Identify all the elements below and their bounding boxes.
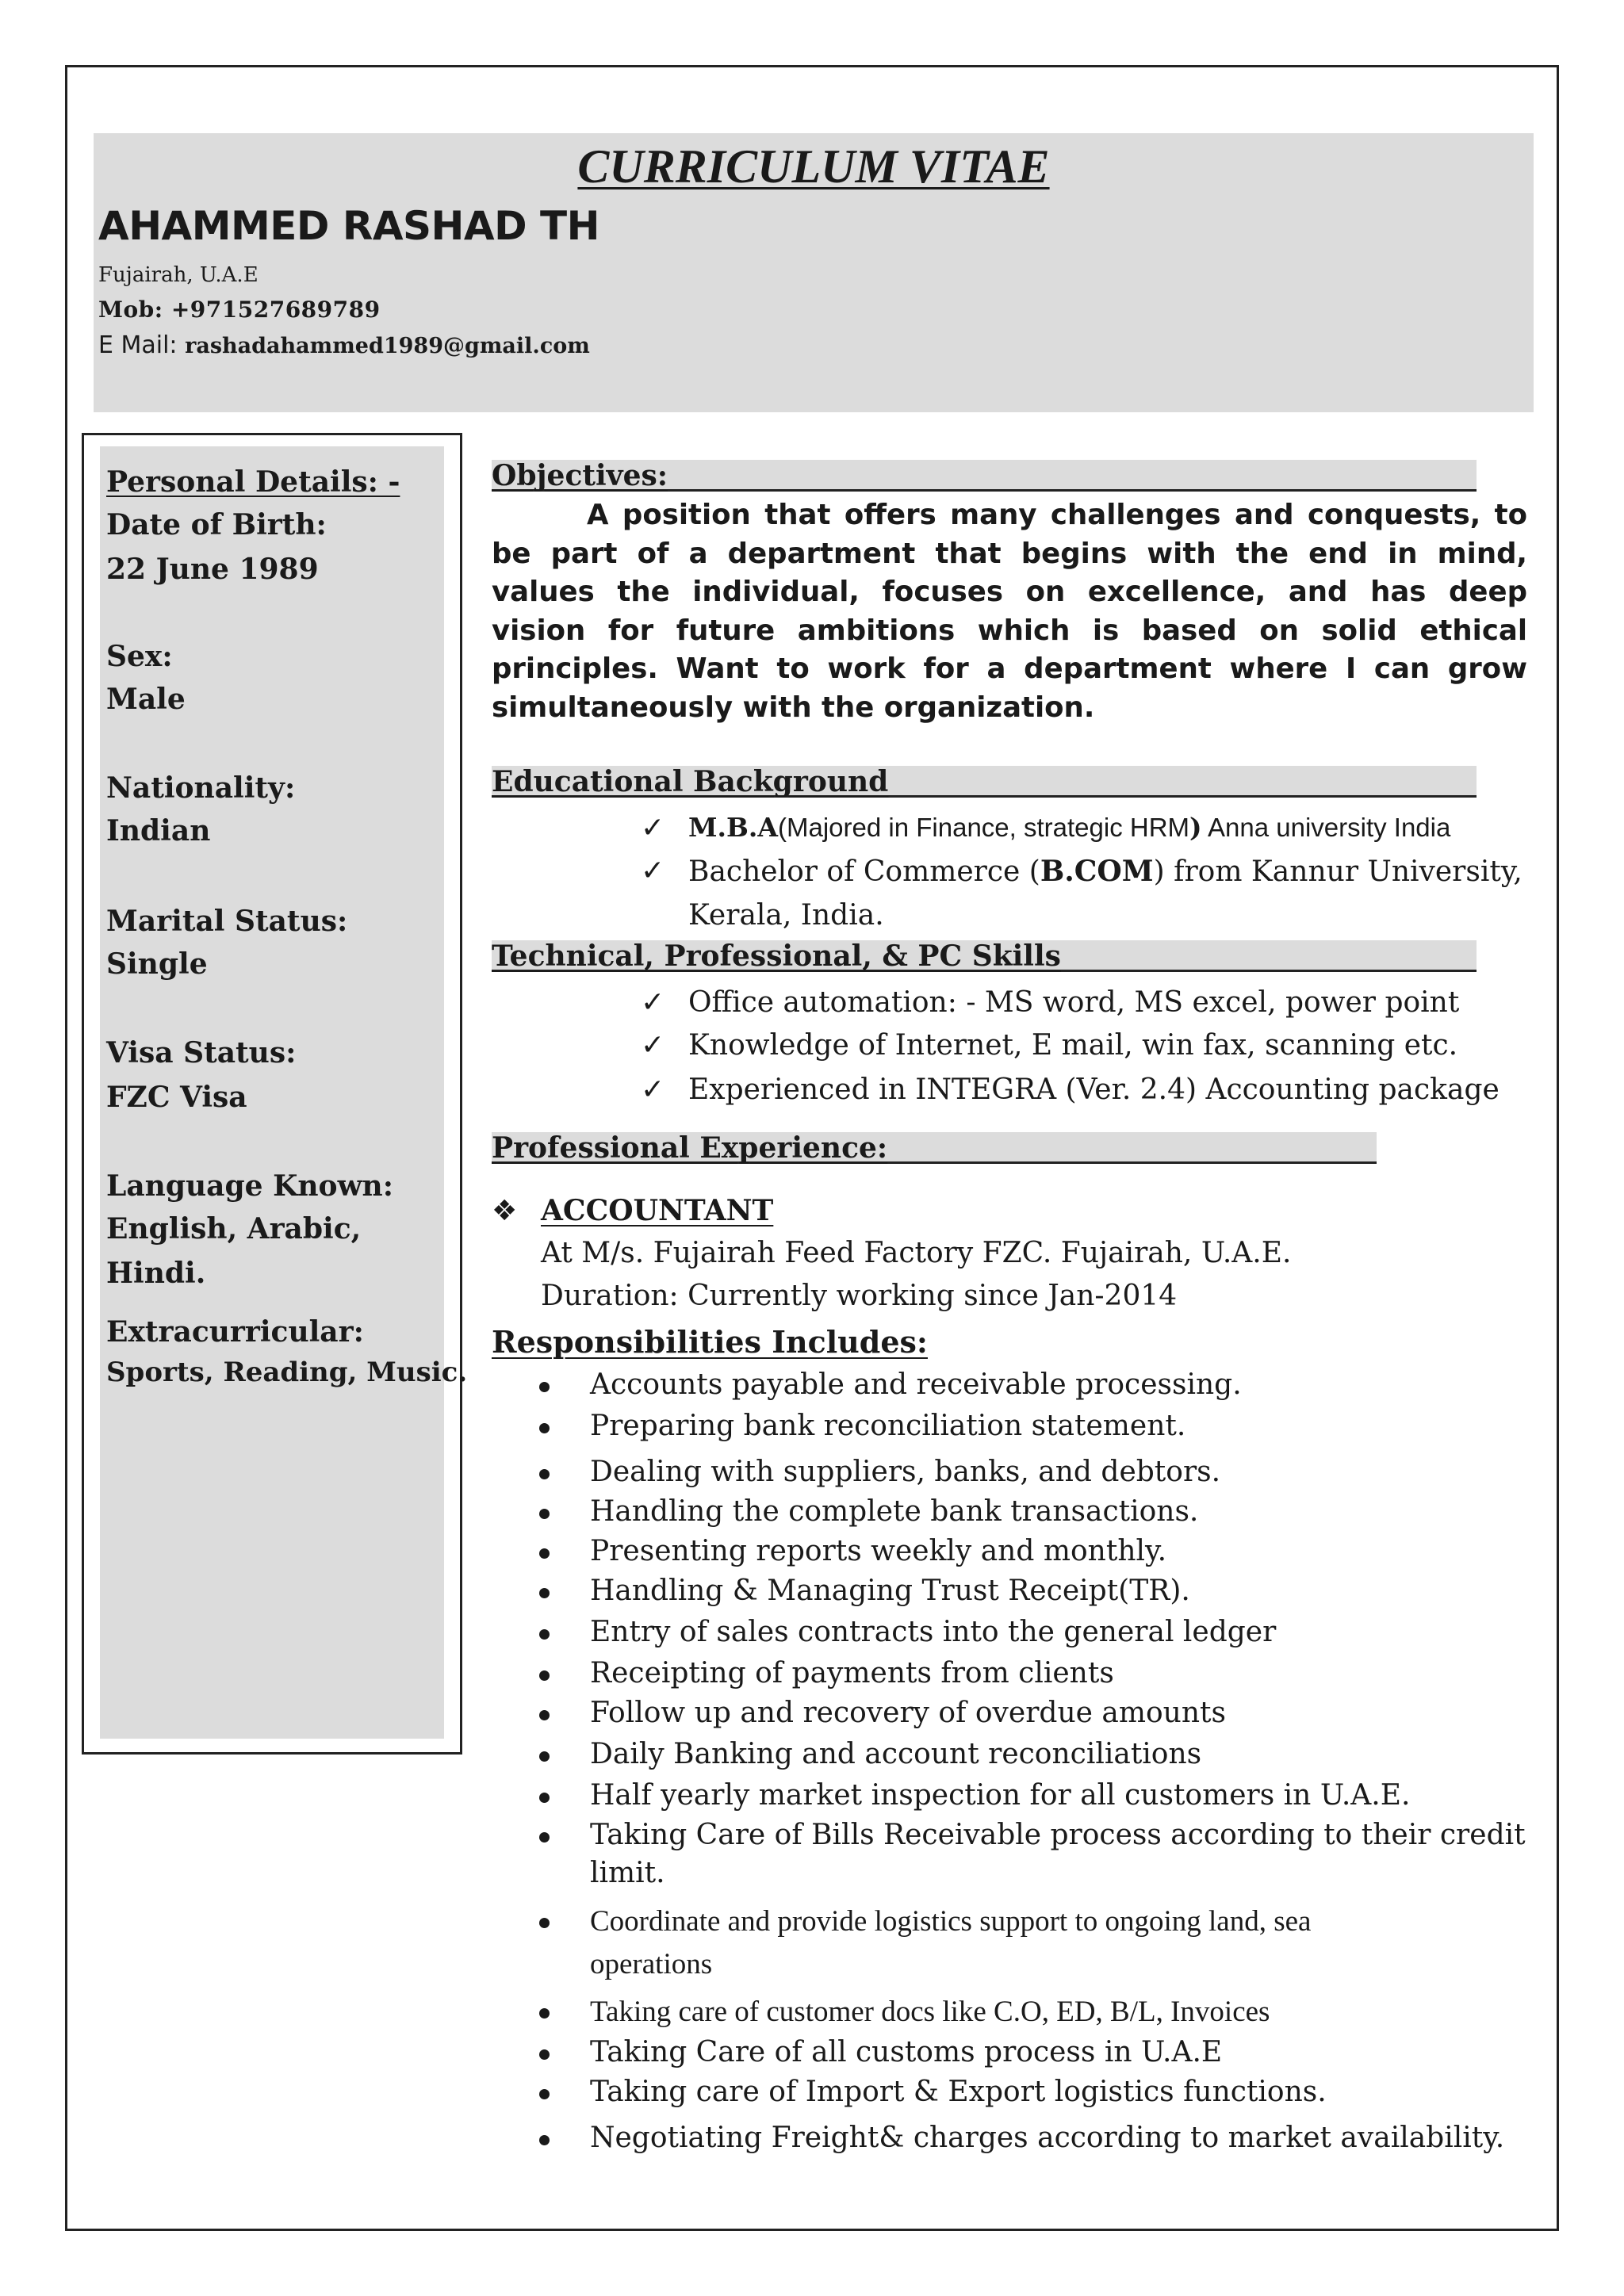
- languages-label: Language Known:: [106, 1169, 394, 1203]
- mba-place: Anna university India: [1201, 813, 1451, 842]
- bullet-icon: [539, 2049, 550, 2060]
- personal-details-box: [82, 433, 468, 1755]
- responsibility-text: Accounts payable and receivable processing.: [590, 1368, 1242, 1401]
- job-entry: [492, 1194, 774, 1227]
- duration-line: Duration: Currently working since Jan-2014: [541, 1280, 1178, 1312]
- bcom-text: [688, 855, 1522, 888]
- responsibility-text: Half yearly market inspection for all customers in U.A.E.: [590, 1779, 1411, 1812]
- bcom-abbr: B.COM: [1040, 855, 1154, 888]
- skill-text: Experienced in INTEGRA (Ver. 2.4) Accounting package: [688, 1073, 1500, 1106]
- candidate-name: AHAMMED RASHAD TH: [98, 203, 599, 249]
- responsibility-text: Preparing bank reconciliation statement.: [590, 1410, 1186, 1442]
- mba-detail: (Majored in Finance, strategic HRM: [778, 813, 1190, 842]
- education-heading: Educational Background: [492, 766, 1477, 798]
- bullet-icon: [539, 2008, 550, 2019]
- responsibility-text: Follow up and recovery of overdue amounts: [590, 1697, 1226, 1729]
- checkmark-icon: ✓: [641, 1073, 665, 1106]
- email-address: rashadahammed1989@gmail.com: [185, 334, 590, 358]
- bullet-icon: [539, 1382, 550, 1392]
- email-label: E Mail:: [98, 331, 178, 359]
- extracurricular-value: Sports, Reading, Music.: [106, 1357, 468, 1388]
- header-band: [94, 133, 1534, 412]
- nationality-label: Nationality:: [106, 771, 296, 805]
- mba-degree: M.B.A: [688, 812, 779, 843]
- responsibility-text: Coordinate and provide logistics support to ongoing land, sea: [590, 1905, 1312, 1938]
- skill-text: Knowledge of Internet, E mail, win fax, scanning etc.: [688, 1029, 1458, 1062]
- bullet-icon: [539, 1588, 550, 1598]
- bullet-icon: [539, 1423, 550, 1433]
- nationality-value: Indian: [106, 814, 211, 848]
- responsibility-text: limit.: [590, 1857, 665, 1889]
- personal-details-panel: [100, 446, 468, 1739]
- dob-label: Date of Birth:: [106, 508, 327, 541]
- visa-status-label: Visa Status:: [106, 1036, 297, 1070]
- bcom-line-1-pre: Bachelor of Commerce (: [688, 855, 1040, 888]
- responsibilities-heading: Responsibilities Includes:: [492, 1324, 928, 1360]
- personal-details-heading: Personal Details: -: [106, 465, 400, 499]
- checkmark-icon: ✓: [641, 812, 665, 844]
- visa-status-value: FZC Visa: [106, 1081, 247, 1114]
- mobile-number: Mob: +971527689789: [98, 297, 381, 323]
- responsibility-text: Taking care of Import & Export logistics functions.: [590, 2076, 1327, 2108]
- responsibility-text: Presenting reports weekly and monthly.: [590, 1535, 1167, 1567]
- bullet-icon: [539, 1751, 550, 1762]
- bcom-line-2: Kerala, India.: [688, 899, 884, 932]
- marital-status-label: Marital Status:: [106, 905, 348, 938]
- bullet-icon: [539, 2135, 550, 2145]
- bullet-icon: [539, 2089, 550, 2099]
- sex-label: Sex:: [106, 640, 173, 673]
- bullet-icon: [539, 1469, 550, 1479]
- responsibility-text: Entry of sales contracts into the general ledger: [590, 1616, 1277, 1648]
- email-line: [98, 331, 590, 359]
- document-title: CURRICULUM VITAE: [577, 140, 1050, 193]
- dob-value: 22 June 1989: [106, 553, 319, 586]
- objectives-heading: Objectives:: [492, 460, 1477, 492]
- responsibility-text: Taking Care of all customs process in U.A.E: [590, 2036, 1223, 2068]
- bullet-icon: [539, 1509, 550, 1519]
- checkmark-icon: ✓: [641, 855, 665, 887]
- checkmark-icon: ✓: [641, 1029, 665, 1062]
- bullet-icon: [539, 1629, 550, 1640]
- checkmark-icon: ✓: [641, 986, 665, 1019]
- mba-paren: ): [1189, 812, 1202, 843]
- languages-line-1: English, Arabic,: [106, 1212, 362, 1246]
- responsibility-text: Receipting of payments from clients: [590, 1657, 1114, 1689]
- responsibility-text: Negotiating Freight& charges according to market availability.: [590, 2122, 1505, 2154]
- bcom-line-1-post: ) from Kannur University,: [1153, 855, 1522, 888]
- objective-text: A position that offers many challenges and conquests, to be part of a department that begins with the end in mind, values the individual, focuses on excellence, and has deep vision for future ambitions which is based on solid ethical principles. Want to work for a department where I can grow simultaneously with the organization.: [492, 499, 1527, 724]
- responsibility-text: operations: [590, 1948, 713, 1980]
- languages-line-2: Hindi.: [106, 1257, 206, 1290]
- extracurricular-label: Extracurricular:: [106, 1315, 364, 1349]
- skills-heading: Technical, Professional, & PC Skills: [492, 940, 1477, 972]
- responsibility-text: Daily Banking and account reconciliations: [590, 1738, 1202, 1770]
- marital-status-value: Single: [106, 947, 208, 981]
- bullet-icon: [539, 1793, 550, 1803]
- responsibility-text: Handling & Managing Trust Receipt(TR).: [590, 1575, 1190, 1607]
- responsibility-text: Dealing with suppliers, banks, and debtors.: [590, 1456, 1221, 1488]
- location: Fujairah, U.A.E: [98, 263, 259, 287]
- responsibility-text: Taking Care of Bills Receivable process according to their credit: [590, 1819, 1526, 1851]
- skill-text: Office automation: - MS word, MS excel, power point: [688, 986, 1460, 1019]
- bullet-icon: [539, 1548, 550, 1559]
- bullet-icon: [539, 1832, 550, 1843]
- bullet-icon: [539, 1918, 550, 1928]
- experience-heading: Professional Experience:: [492, 1132, 1377, 1164]
- job-title: ACCOUNTANT: [541, 1194, 774, 1227]
- bullet-icon: [539, 1710, 550, 1720]
- company-line: At M/s. Fujairah Feed Factory FZC. Fujairah, U.A.E.: [541, 1237, 1292, 1269]
- mba-text: [688, 812, 1450, 843]
- responsibility-text: Handling the complete bank transactions.: [590, 1495, 1199, 1528]
- sex-value: Male: [106, 683, 186, 716]
- bullet-icon: [539, 1670, 550, 1681]
- responsibility-text: Taking care of customer docs like C.O, ED, B/L, Invoices: [590, 1996, 1270, 2028]
- diamond-bullet-icon: ❖: [492, 1195, 518, 1227]
